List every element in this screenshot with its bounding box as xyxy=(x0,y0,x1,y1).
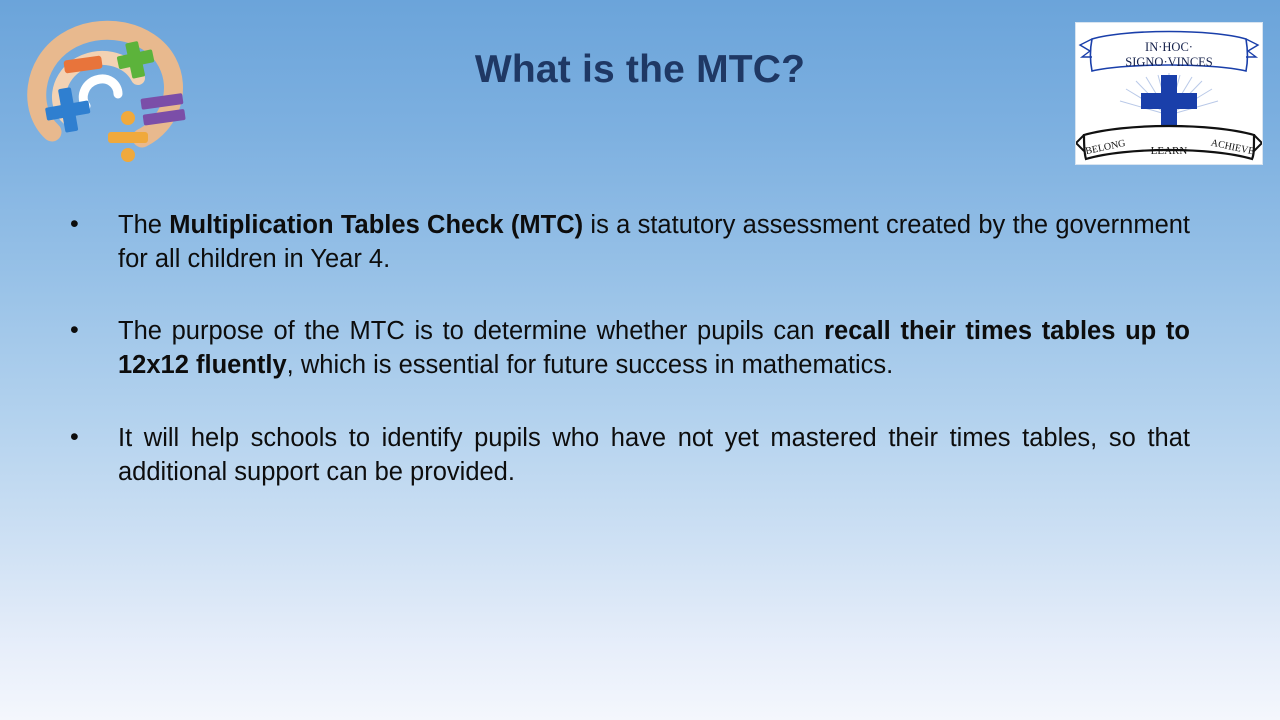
crest-motto-line2: SIGNO·VINCES xyxy=(1125,55,1213,69)
bullet-item xyxy=(60,208,1190,276)
school-crest xyxy=(1075,22,1263,165)
divide-symbol-icon xyxy=(108,111,148,162)
bullet-2-segment-1: The purpose of the MTC is to determine whether pupils can xyxy=(118,317,825,346)
bullet-item xyxy=(60,421,1190,489)
bullet-marker: • xyxy=(70,210,79,238)
bullet-1-segment-2: Multiplication Tables Check (MTC) xyxy=(169,211,584,239)
crest-ribbon-center: LEARN xyxy=(1150,145,1188,157)
bullet-1-segment-3: is a statutory assessment created by the government for all children in Year 4. xyxy=(118,211,1191,274)
bullet-marker: • xyxy=(70,422,79,451)
bullet-2-segment-2: recall their times tables up to 12x12 fluently xyxy=(118,317,1190,380)
bullet-3-segment-1: It will help schools to identify pupils who have not yet mastered their times tables, so that additional support can be provided. xyxy=(118,423,1190,486)
crest-ribbon-right: ACHIEVE xyxy=(1209,137,1256,158)
slide-title: What is the MTC? xyxy=(474,48,806,91)
crest-ribbon-left: BELONG xyxy=(1084,137,1127,158)
bullet-1-segment-1: The xyxy=(118,211,170,239)
crest-motto-line1: IN·HOC· xyxy=(1145,40,1193,54)
bullet-item xyxy=(60,314,1190,382)
bullet-marker: • xyxy=(70,316,79,345)
bullet-text-3 xyxy=(118,421,1190,489)
bullet-2-segment-3: , which is essential for future success in mathematics. xyxy=(286,351,894,380)
slide-body xyxy=(60,208,1190,489)
bullet-text-1 xyxy=(118,208,1190,276)
bullet-text-2 xyxy=(118,314,1190,382)
